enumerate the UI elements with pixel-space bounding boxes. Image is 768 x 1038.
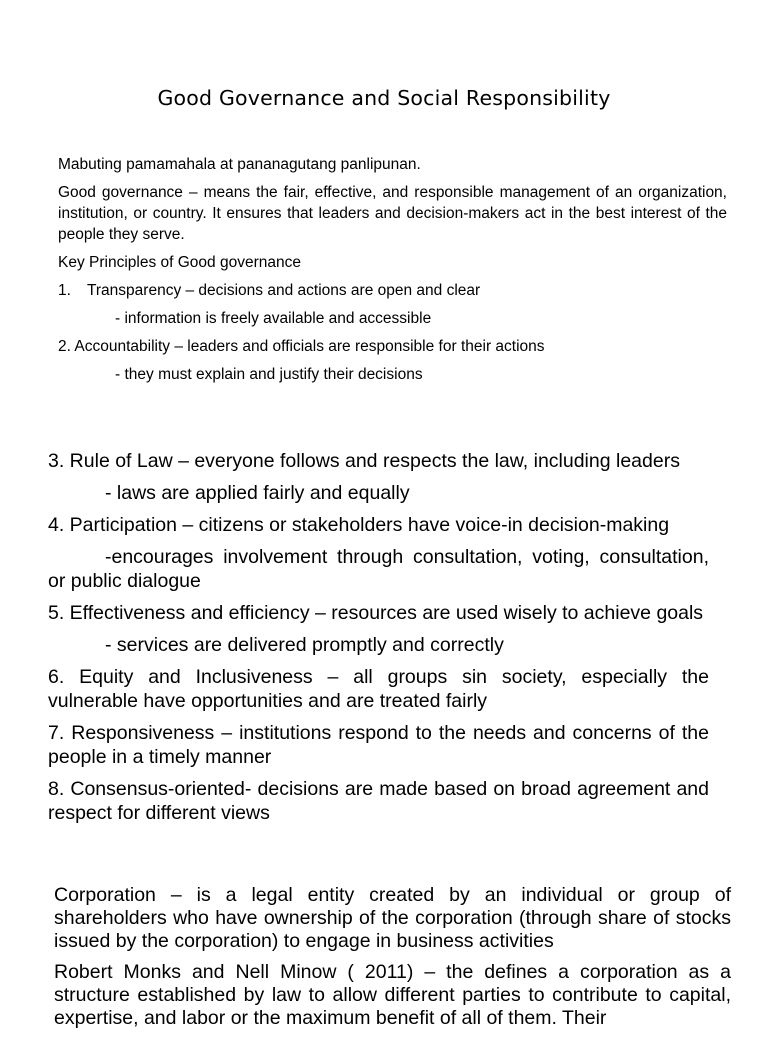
principle-effectiveness-detail: - services are delivered promptly and correctly: [105, 634, 504, 656]
principle-responsiveness: 7. Responsiveness – institutions respond to the needs and concerns of the people in a timely manner: [48, 722, 709, 768]
principle-text: Transparency – decisions and actions are open and clear: [87, 282, 481, 299]
principle-transparency-detail: - information is freely available and accessible: [115, 310, 432, 327]
principle-participation: 4. Participation – citizens or stakeholders have voice-in decision-making: [48, 514, 670, 536]
good-governance-definition: Good governance – means the fair, effective, and responsible management of an organization, institution, or country. It ensures that leaders and decision-makers act in the best interest of the people they serve.: [58, 184, 727, 243]
tagalog-translation: Mabuting pamamahala at pananagutang panlipunan.: [58, 156, 421, 173]
principle-accountability: 2. Accountability – leaders and officials are responsible for their actions: [58, 338, 545, 355]
principle-rule-of-law-detail: - laws are applied fairly and equally: [105, 482, 410, 504]
principle-accountability-detail: - they must explain and justify their decisions: [115, 366, 423, 383]
corporation-section: [54, 884, 731, 1038]
intro-section: [58, 154, 727, 392]
principle-transparency: [58, 280, 727, 301]
page-title: Good Governance and Social Responsibility: [157, 86, 611, 110]
principle-consensus: 8. Consensus-oriented- decisions are made based on broad agreement and respect for different views: [48, 778, 709, 824]
principle-participation-detail: -encourages involvement through consultation, voting, consultation, or public dialogue: [48, 546, 709, 592]
list-number: 1.: [58, 282, 71, 299]
principle-rule-of-law: 3. Rule of Law – everyone follows and respects the law, including leaders: [48, 450, 680, 472]
monks-minow-definition: Robert Monks and Nell Minow ( 2011) – the defines a corporation as a structure established by law to allow different parties to contribute to capital, expertise, and labor or the maximum benefit of all of them. Their: [54, 961, 731, 1029]
principles-continued-section: [48, 449, 709, 833]
corporation-definition: Corporation – is a legal entity created by an individual or group of shareholders who have ownership of the corporation (through share of stocks issued by the corporation) to engage in business activities: [54, 884, 731, 952]
principle-equity: 6. Equity and Inclusiveness – all groups sin society, especially the vulnerable have opportunities and are treated fairly: [48, 666, 709, 712]
principle-effectiveness: 5. Effectiveness and efficiency – resources are used wisely to achieve goals: [48, 602, 704, 624]
principles-heading: Key Principles of Good governance: [58, 254, 301, 271]
